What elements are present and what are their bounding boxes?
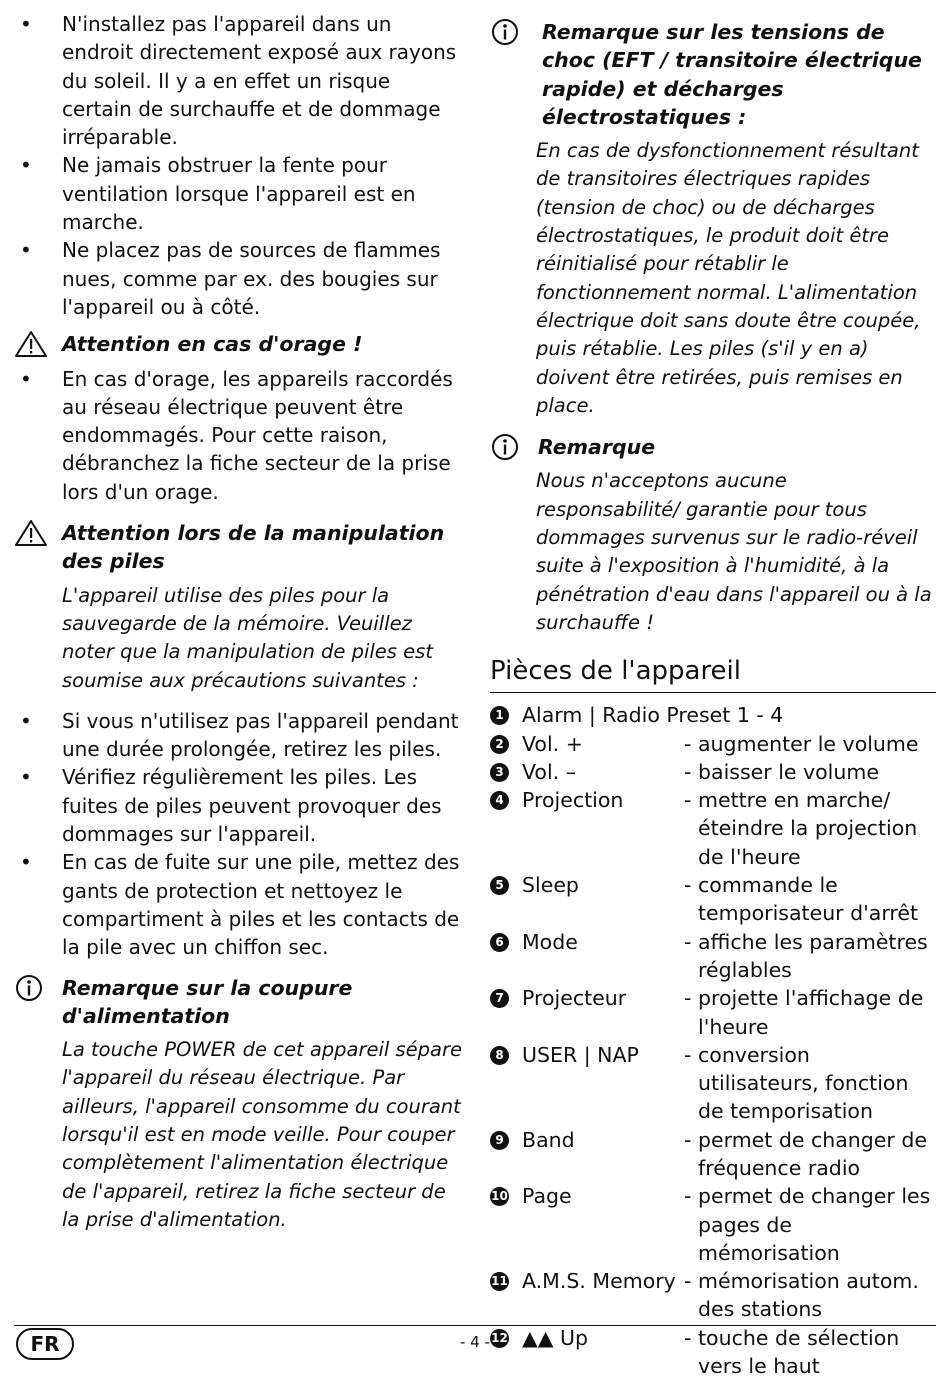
piece-number: 3 <box>490 763 509 782</box>
bullet-item <box>14 365 464 506</box>
piece-number: 8 <box>490 1046 509 1065</box>
piece-number: 11 <box>490 1272 509 1291</box>
piece-name: USER | NAP <box>522 1042 639 1067</box>
bullet-item <box>14 848 464 961</box>
piece-number: 2 <box>490 735 509 754</box>
piece-row <box>490 871 936 928</box>
piece-dash: - <box>684 1325 692 1350</box>
piece-dash: - <box>684 1042 692 1067</box>
bullet-text: Ne placez pas de sources de flammes nues, comme par ex. des bougies sur l'appareil ou à côté. <box>62 238 441 319</box>
piece-name: Alarm | Radio Preset 1 - 4 <box>522 703 784 728</box>
bullet-dot: • <box>20 153 32 178</box>
footer-divider <box>14 1325 936 1326</box>
piece-dash: - <box>684 929 692 954</box>
bullet-dot: • <box>20 765 32 790</box>
piece-row <box>490 1182 936 1267</box>
piece-row <box>490 730 936 758</box>
piece-name: Projection <box>522 788 624 813</box>
bullet-text: Ne jamais obstruer la fente pour ventilation lorsque l'appareil est en marche. <box>62 153 416 235</box>
batteries-heading <box>14 519 464 576</box>
piece-name: Vol. – <box>522 759 576 784</box>
piece-row <box>490 928 936 985</box>
remark-text: Nous n'acceptons aucune responsabilité/ garantie pour tous dommages survenus sur le radio-réveil suite à l'exposition à l'humidité, à la pénétration d'eau dans l'appareil ou à la surchauffe ! <box>536 469 932 634</box>
eft-heading-text: Remarque sur les tensions de choc (EFT / transitoire électrique rapide) et décharges électrostatiques : <box>542 20 922 129</box>
bullet-dot: • <box>20 366 32 391</box>
piece-name: Projecteur <box>522 986 627 1011</box>
power-heading-text: Remarque sur la coupure d'alimentation <box>62 975 353 1028</box>
piece-number: 1 <box>490 706 509 725</box>
piece-desc: mettre en marche/éteindre la projection de l'heure <box>698 788 918 869</box>
piece-row <box>490 1041 936 1126</box>
power-heading <box>14 974 464 1031</box>
eft-text: En cas de dysfonctionnement résultant de transitoires électriques rapides (tension de choc) ou de décharges électrostatiques, le produit doit être réinitialisé pour rétablir le fonctionnement normal. L'alimentation électrique doit sans doute être coupée, puis rétablie. Les piles (s'il y en a) doivent être retirées, puis remises en place. <box>536 139 921 417</box>
piece-number: 10 <box>490 1187 509 1206</box>
piece-row <box>490 1126 936 1183</box>
piece-desc: baisser le volume <box>698 759 879 784</box>
piece-desc: permet de changer de fréquence radio <box>698 1127 927 1180</box>
piece-number: 7 <box>490 989 509 1008</box>
pieces-title: Pièces de l'appareil <box>490 651 936 693</box>
bullet-dot: • <box>20 708 32 733</box>
pieces-list <box>490 701 936 1380</box>
bullet-item <box>14 236 464 321</box>
language-badge: FR <box>16 1328 74 1360</box>
storm-heading <box>14 330 464 358</box>
piece-desc: affiche les paramètres réglables <box>698 929 928 982</box>
bullet-item <box>14 151 464 236</box>
piece-desc: touche de sélection vers le haut <box>698 1325 900 1379</box>
bullet-text: N'installez pas l'appareil dans un endroit directement exposé aux rayons du soleil. Il y a en effet un risque certain de surchauffe et de dommage irréparable. <box>62 12 457 150</box>
piece-dash: - <box>684 759 692 784</box>
piece-dash: - <box>684 1184 692 1209</box>
piece-desc: permet de changer les pages de mémorisation <box>698 1184 931 1265</box>
remark-heading-text: Remarque <box>538 435 656 460</box>
piece-desc: mémorisation autom. des stations <box>698 1269 919 1322</box>
piece-dash: - <box>684 986 692 1011</box>
piece-desc: augmenter le volume <box>698 731 919 756</box>
batteries-heading-text: Attention lors de la manipulation des piles <box>62 521 445 574</box>
warning-icon <box>14 330 62 358</box>
piece-dash: - <box>684 873 692 898</box>
piece-desc: commande le temporisateur d'arrêt <box>698 873 919 926</box>
right-column <box>490 10 936 1380</box>
remark-heading <box>490 433 936 461</box>
piece-dash: - <box>684 788 692 813</box>
bullet-dot: • <box>20 850 32 875</box>
piece-name: Page <box>522 1184 572 1209</box>
warning-icon <box>14 519 62 547</box>
bullet-dot: • <box>20 12 32 36</box>
piece-number: 9 <box>490 1131 509 1150</box>
storm-heading-text: Attention en cas d'orage ! <box>62 332 363 357</box>
eft-heading <box>490 18 936 131</box>
piece-name: Vol. + <box>522 731 583 756</box>
bullet-text: En cas d'orage, les appareils raccordés au réseau électrique peuvent être endommagés. Pour cette raison, débranchez la fiche secteur de la prise lors d'un orage. <box>62 366 453 504</box>
piece-row <box>490 1267 936 1324</box>
piece-name: Sleep <box>522 873 579 898</box>
piece-number: 5 <box>490 876 509 895</box>
piece-number: 4 <box>490 791 509 810</box>
bullet-dot: • <box>20 238 32 263</box>
piece-name: Band <box>522 1127 575 1152</box>
bullet-text: Si vous n'utilisez pas l'appareil pendant une durée prolongée, retirez les piles. <box>62 708 459 762</box>
batteries-intro: L'appareil utilise des piles pour la sauvegarde de la mémoire. Veuillez noter que la manipulation de piles est soumise aux précautions suivantes : <box>62 583 433 692</box>
info-icon <box>490 18 538 46</box>
bullet-item <box>14 707 464 764</box>
info-icon <box>490 433 538 461</box>
bullet-item <box>14 10 464 151</box>
bullet-text: Vérifiez régulièrement les piles. Les fuites de piles peuvent provoquer des dommages sur l'appareil. <box>62 765 442 847</box>
piece-row <box>490 758 936 786</box>
power-text: La touche POWER de cet appareil sépare l'appareil du réseau électrique. Par ailleurs, l'appareil consomme du courant lorsqu'il est en mode veille. Pour couper complètement l'alimentation électrique de l'appareil, retirez la fiche secteur de la prise d'alimentation. <box>62 1038 463 1231</box>
piece-name: ▲▲ Up <box>522 1325 589 1350</box>
piece-desc: conversion utilisateurs, fonction de temporisation <box>698 1042 909 1124</box>
piece-number: 12 <box>490 1329 509 1348</box>
info-icon <box>14 974 62 1002</box>
piece-row <box>490 786 936 871</box>
bullet-text: En cas de fuite sur une pile, mettez des gants de protection et nettoyez le compartiment à piles et les contacts de la pile avec un chiffon sec. <box>62 850 460 960</box>
piece-row <box>490 984 936 1041</box>
bullet-item <box>14 763 464 848</box>
left-column <box>14 10 464 1234</box>
piece-number: 6 <box>490 933 509 952</box>
piece-dash: - <box>684 1269 692 1294</box>
piece-desc: projette l'affichage de l'heure <box>698 986 924 1039</box>
piece-row <box>490 701 936 729</box>
piece-name: A.M.S. Memory <box>522 1269 676 1294</box>
page-number: - 4 - <box>460 1333 490 1351</box>
piece-dash: - <box>684 1127 692 1152</box>
piece-dash: - <box>684 731 692 756</box>
piece-name: Mode <box>522 929 578 954</box>
